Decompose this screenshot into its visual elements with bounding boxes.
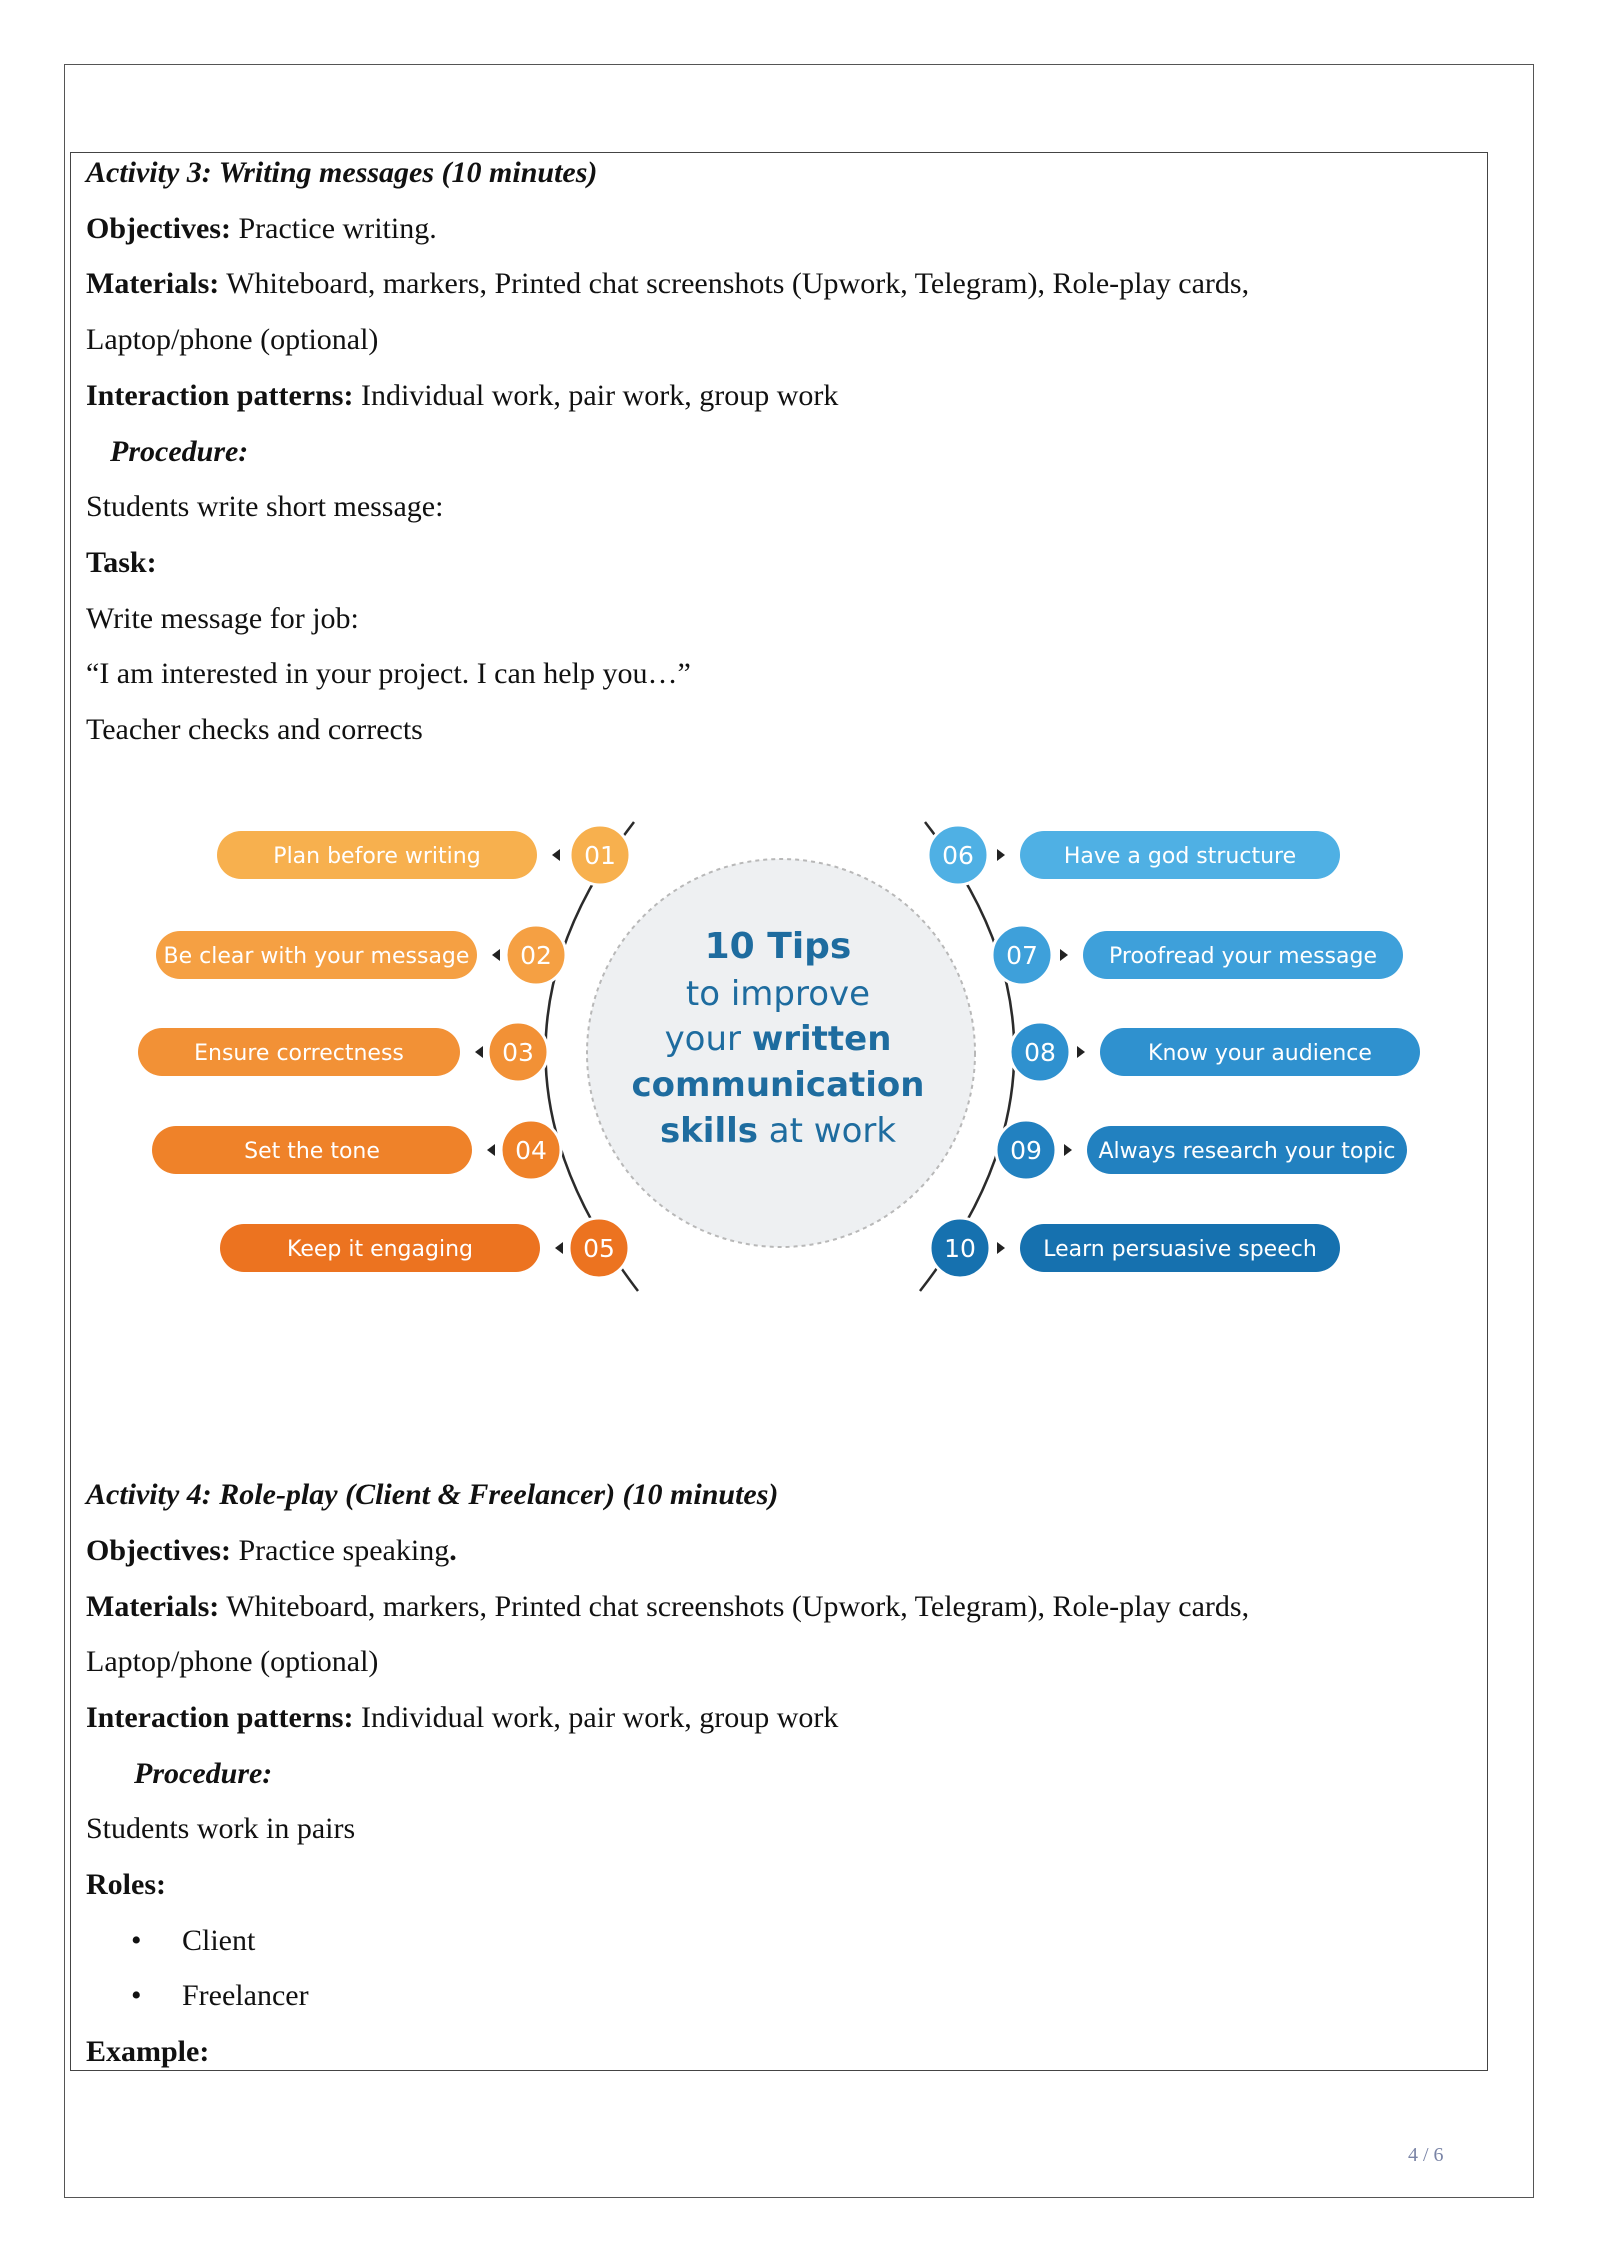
pointer-icon	[492, 949, 500, 961]
tip-03	[138, 1022, 548, 1082]
tip-02	[156, 925, 566, 985]
tip-number: 06	[942, 841, 974, 870]
pointer-icon	[1060, 949, 1068, 961]
center-line-1: 10 Tips	[704, 926, 852, 967]
activity4-example-label: Example:	[86, 2035, 210, 2068]
tip-number: 05	[583, 1234, 615, 1263]
tip-01	[217, 825, 630, 885]
role-item: Freelancer	[182, 1979, 309, 2012]
activity4-materials	[86, 1587, 1249, 1627]
objectives-text: Practice speaking	[230, 1534, 450, 1567]
tip-label: Set the tone	[244, 1139, 380, 1164]
bullet-icon: •	[131, 1924, 142, 1957]
tip-07	[992, 925, 1403, 985]
activity4-objectives	[86, 1531, 457, 1571]
tip-10	[930, 1218, 1340, 1278]
tip-number: 04	[515, 1136, 547, 1165]
pointer-icon	[1064, 1144, 1072, 1156]
activity3-materials	[86, 264, 1249, 304]
activity4-procedure-label: Procedure:	[134, 1757, 273, 1790]
interaction-text: Individual work, pair work, group work	[353, 1701, 839, 1734]
center-line-5: skills at work	[659, 1111, 897, 1151]
tip-label: Be clear with your message	[163, 944, 470, 969]
tip-label: Ensure correctness	[194, 1041, 404, 1066]
tip-number: 07	[1006, 941, 1038, 970]
activity3-procedure-label: Procedure:	[110, 435, 249, 468]
tip-label: Have a god structure	[1063, 844, 1297, 869]
pointer-icon	[997, 1242, 1005, 1254]
materials-label: Materials:	[86, 267, 220, 300]
activity3-interaction	[86, 376, 838, 416]
objectives-label: Objectives:	[86, 1534, 231, 1567]
activity3-task-label: Task:	[86, 546, 157, 579]
pointer-icon	[555, 1242, 563, 1254]
activity3-materials-cont: Laptop/phone (optional)	[86, 323, 379, 356]
tip-05	[220, 1218, 629, 1278]
activity4-roles-label: Roles:	[86, 1868, 166, 1901]
role-item: Client	[182, 1924, 256, 1957]
tip-09	[996, 1120, 1407, 1180]
activity3-procedure-text: Students write short message:	[86, 490, 444, 523]
activity4-title: Activity 4: Role-play (Client & Freelancer) (10 minutes)	[86, 1478, 779, 1511]
pointer-icon	[997, 849, 1005, 861]
objectives-end: .	[449, 1534, 457, 1567]
center-line-3: your written	[664, 1019, 892, 1059]
page-number: 4 / 6	[1408, 2144, 1444, 2166]
bullet-icon: •	[131, 1979, 142, 2012]
tip-number: 08	[1024, 1038, 1056, 1067]
activity3-quote: “I am interested in your project. I can help you…”	[86, 657, 691, 690]
pointer-icon	[1077, 1046, 1085, 1058]
tips-infographic	[0, 800, 1600, 1320]
tip-label: Plan before writing	[273, 844, 481, 869]
materials-text: Whiteboard, markers, Printed chat screenshots (Upwork, Telegram), Role-play cards,	[219, 267, 1250, 300]
pointer-icon	[475, 1046, 483, 1058]
tip-08	[1010, 1022, 1420, 1082]
tip-number: 02	[520, 941, 552, 970]
center-line-4: communication	[631, 1065, 925, 1105]
activity4-procedure-text: Students work in pairs	[86, 1812, 356, 1845]
activity3-closing: Teacher checks and corrects	[86, 713, 423, 746]
interaction-text: Individual work, pair work, group work	[353, 379, 839, 412]
tip-number: 10	[944, 1234, 976, 1263]
tip-number: 09	[1010, 1136, 1042, 1165]
activity4-interaction	[86, 1698, 838, 1738]
pointer-icon	[487, 1144, 495, 1156]
tip-04	[152, 1120, 561, 1180]
activity3-task-text: Write message for job:	[86, 602, 359, 635]
objectives-text: Practice writing.	[230, 212, 437, 245]
tip-label: Always research your topic	[1098, 1139, 1396, 1164]
interaction-label: Interaction patterns:	[86, 379, 354, 412]
tip-label: Keep it engaging	[286, 1237, 474, 1262]
tip-number: 01	[584, 841, 616, 870]
tip-label: Learn persuasive speech	[1043, 1237, 1317, 1262]
tip-label: Know your audience	[1148, 1041, 1372, 1066]
interaction-label: Interaction patterns:	[86, 1701, 354, 1734]
pointer-icon	[552, 849, 560, 861]
materials-label: Materials:	[86, 1590, 220, 1623]
materials-text: Whiteboard, markers, Printed chat screenshots (Upwork, Telegram), Role-play cards,	[219, 1590, 1250, 1623]
tip-number: 03	[502, 1038, 534, 1067]
activity3-objectives	[86, 209, 437, 249]
activity3-title: Activity 3: Writing messages (10 minutes)	[86, 156, 598, 189]
objectives-label: Objectives:	[86, 212, 231, 245]
tip-06	[928, 825, 1340, 885]
center-line-2: to improve	[685, 974, 871, 1014]
tip-label: Proofread your message	[1109, 944, 1377, 969]
activity4-materials-cont: Laptop/phone (optional)	[86, 1645, 379, 1678]
